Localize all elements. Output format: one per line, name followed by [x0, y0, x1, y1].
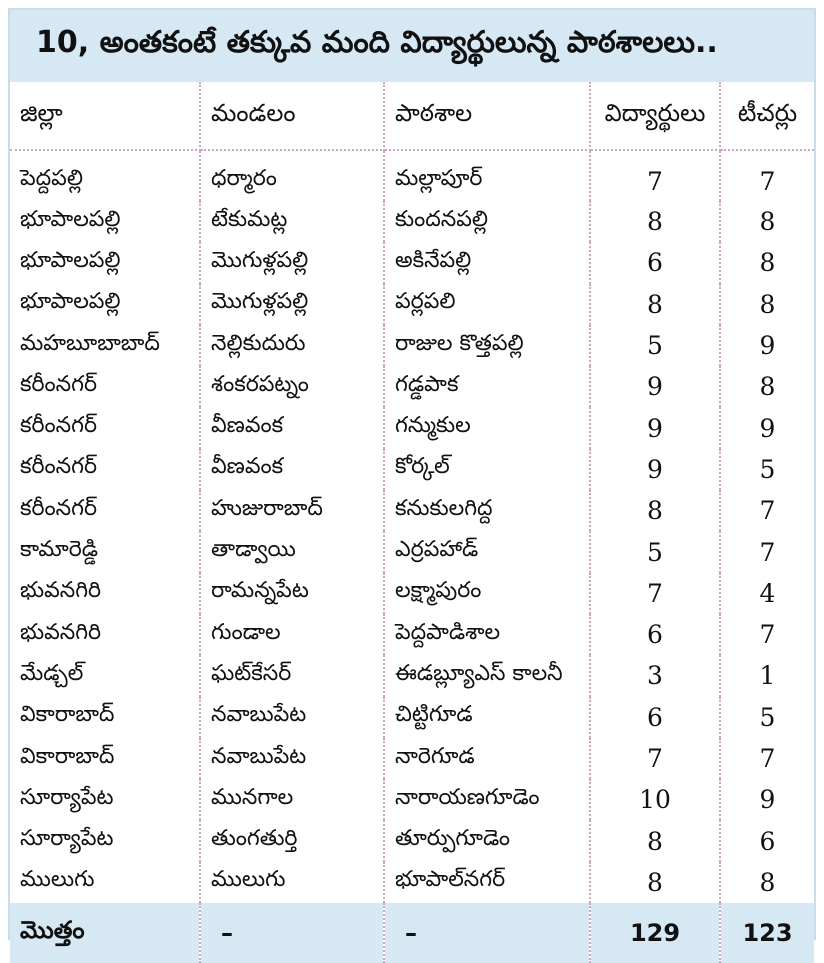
cell-teachers: 8 [759, 289, 776, 319]
cell-mandal: నవాబుపేట [200, 697, 384, 738]
cell-mandal: గుండాల [200, 614, 384, 655]
cell-district: భూపాలపల్లి [10, 242, 200, 283]
cell-mandal: తాడ్వాయి [200, 531, 384, 572]
table-row [10, 407, 814, 448]
header-students: విద్యార్థులు [590, 82, 720, 150]
cell-school: గన్ముకుల [384, 407, 590, 448]
cell-district: కరీంనగర్ [10, 407, 200, 448]
cell-students: 8 [590, 201, 720, 242]
cell-students: 8 [590, 862, 720, 903]
table-row [10, 284, 814, 325]
cell-district: ములుగు [10, 862, 200, 903]
cell-mandal: హుజురాబాద్ [200, 490, 384, 531]
cell-mandal: మొగుళ్లపల్లి [200, 284, 384, 325]
cell-teachers: 7 [759, 620, 776, 650]
table-body [10, 150, 814, 903]
total-mandal: – [200, 903, 384, 963]
cell-students: 10 [590, 779, 720, 820]
header-school: పాఠశాల [384, 82, 590, 150]
cell-students: 7 [590, 738, 720, 779]
cell-mandal: ములుగు [200, 862, 384, 903]
cell-students: 5 [590, 325, 720, 366]
cell-teachers: 6 [759, 826, 776, 856]
cell-school: నారెగూడ [384, 738, 590, 779]
cell-school: కనుకులగిద్ద [384, 490, 590, 531]
cell-school: పెద్దపాడిశాల [384, 614, 590, 655]
cell-school: గడ్డపాక [384, 366, 590, 407]
cell-district: సూర్యాపేట [10, 779, 200, 820]
total-teachers: 123 [720, 903, 814, 963]
cell-students: 8 [590, 490, 720, 531]
cell-mandal: నెల్లికుదురు [200, 325, 384, 366]
cell-teachers: 5 [759, 702, 776, 732]
cell-teachers: 7 [759, 537, 776, 567]
cell-school: కోర్కల్ [384, 449, 590, 490]
cell-district: మేడ్చల్ [10, 655, 200, 696]
cell-mandal: తుంగతుర్తి [200, 820, 384, 861]
cell-district: పెద్దపల్లి [10, 150, 200, 201]
table-row [10, 490, 814, 531]
cell-district: భూపాలపల్లి [10, 201, 200, 242]
cell-students: 8 [590, 820, 720, 861]
cell-mandal: నవాబుపేట [200, 738, 384, 779]
cell-school: చిట్టిగూడ [384, 697, 590, 738]
table-row [10, 325, 814, 366]
cell-students: 5 [590, 531, 720, 572]
table-row [10, 738, 814, 779]
schools-table-card [8, 8, 816, 948]
cell-mandal: వీణవంక [200, 449, 384, 490]
cell-teachers: 7 [759, 744, 776, 773]
cell-district: భువనగిరి [10, 614, 200, 655]
cell-mandal: శంకరపట్నం [200, 366, 384, 407]
table-row [10, 779, 814, 820]
cell-district: కామారెడ్డి [10, 531, 200, 572]
cell-mandal: టేకుమట్ల [200, 201, 384, 242]
cell-teachers: 1 [759, 661, 776, 691]
cell-students: 9 [590, 407, 720, 448]
cell-mandal: మొగుళ్లపల్లి [200, 242, 384, 283]
cell-school: కుందనపల్లి [384, 201, 590, 242]
cell-district: వికారాబాద్ [10, 738, 200, 779]
cell-mandal: ధర్మారం [200, 150, 384, 201]
cell-school: భూపాల్‌నగర్ [384, 862, 590, 903]
cell-district: కరీంనగర్ [10, 490, 200, 531]
cell-school: ఈడబ్ల్యూఎస్ కాలనీ [384, 655, 590, 696]
cell-district: కరీంనగర్ [10, 366, 200, 407]
table-row [10, 820, 814, 861]
total-label: మొత్తం [10, 903, 200, 963]
cell-students: 9 [590, 449, 720, 490]
header-teachers: టీచర్లు [720, 82, 814, 150]
cell-students: 6 [590, 697, 720, 738]
cell-students: 6 [590, 614, 720, 655]
cell-mandal: వీణవంక [200, 407, 384, 448]
cell-school: ఎర్రపహాడ్ [384, 531, 590, 572]
table-title: 10, అంతకంటే తక్కువ మంది విద్యార్థులున్న పాఠశాలలు.. [10, 10, 814, 82]
cell-teachers: 9 [759, 331, 776, 361]
header-mandal: మండలం [200, 82, 384, 150]
cell-teachers: 9 [759, 413, 776, 443]
cell-school: పర్లపలి [384, 284, 590, 325]
cell-students: 9 [590, 366, 720, 407]
cell-district: కరీంనగర్ [10, 449, 200, 490]
cell-students: 7 [590, 573, 720, 614]
cell-students: 7 [590, 150, 720, 201]
cell-mandal: ఘట్‌కేసర్ [200, 655, 384, 696]
table-row [10, 573, 814, 614]
cell-teachers: 5 [759, 454, 776, 484]
header-district: జిల్లా [10, 82, 200, 150]
table-row [10, 449, 814, 490]
table-row [10, 150, 814, 201]
cell-school: అకినేపల్లి [384, 242, 590, 283]
cell-mandal: రామన్నపేట [200, 573, 384, 614]
cell-teachers: 8 [759, 372, 776, 402]
cell-school: తూర్పుగూడెం [384, 820, 590, 861]
cell-district: మహబూబాబాద్ [10, 325, 200, 366]
table-row [10, 614, 814, 655]
table-row [10, 366, 814, 407]
table-row [10, 242, 814, 283]
cell-teachers: 4 [759, 578, 776, 608]
cell-district: వికారాబాద్ [10, 697, 200, 738]
total-school: – [384, 903, 590, 963]
cell-district: భువనగిరి [10, 573, 200, 614]
cell-students: 6 [590, 242, 720, 283]
cell-teachers: 9 [759, 785, 776, 815]
table-row [10, 655, 814, 696]
cell-school: మల్లాపూర్ [384, 150, 590, 201]
cell-students: 8 [590, 284, 720, 325]
cell-teachers: 7 [759, 496, 776, 526]
cell-teachers: 8 [759, 867, 776, 897]
cell-mandal: మునగాల [200, 779, 384, 820]
table-row [10, 531, 814, 572]
cell-teachers: 7 [759, 166, 776, 196]
table-row [10, 862, 814, 903]
cell-district: భూపాలపల్లి [10, 284, 200, 325]
cell-teachers: 8 [759, 248, 776, 278]
header-row [10, 82, 814, 150]
schools-table [10, 82, 814, 963]
cell-students: 3 [590, 655, 720, 696]
cell-district: సూర్యాపేట [10, 820, 200, 861]
total-row [10, 903, 814, 963]
table-row [10, 201, 814, 242]
cell-school: రాజుల కొత్తపల్లి [384, 325, 590, 366]
cell-school: లక్ష్మాపురం [384, 573, 590, 614]
cell-teachers: 8 [759, 207, 776, 237]
cell-school: నారాయణగూడెం [384, 779, 590, 820]
total-students: 129 [590, 903, 720, 963]
table-row [10, 697, 814, 738]
